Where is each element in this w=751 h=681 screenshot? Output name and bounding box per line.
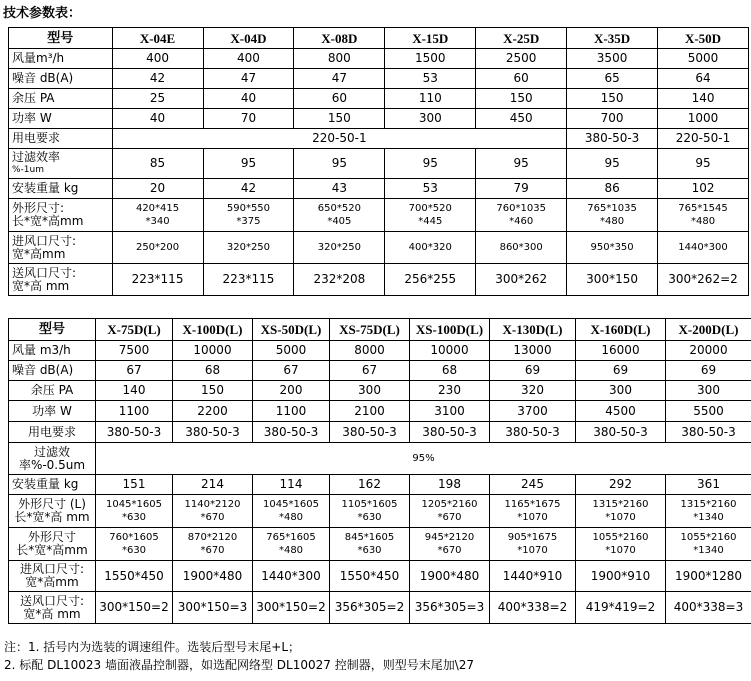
table-cell: 1100	[96, 401, 173, 422]
table-cell: 361	[666, 475, 751, 495]
table-row	[9, 422, 751, 443]
table-cell: 300*262	[476, 264, 567, 296]
table-cell: 5500	[666, 401, 751, 422]
row-label-line: 进风口尺寸:	[12, 233, 77, 248]
page-title: 技术参数表：	[3, 6, 82, 21]
model-name: X-200D(L)	[666, 319, 751, 341]
row-label	[9, 443, 96, 475]
table-cell: 95	[476, 149, 567, 179]
table-row	[9, 475, 751, 495]
model-name: X-100D(L)	[173, 319, 253, 341]
table-cell: 300*150=3	[173, 592, 253, 624]
table-cell: 400	[203, 49, 294, 69]
table-cell: 140	[96, 381, 173, 401]
row-label	[9, 232, 113, 264]
table-cell: 69	[576, 361, 666, 381]
row-label-line: 过滤效	[33, 444, 70, 459]
table-cell: 905*1675 *1070	[490, 528, 576, 561]
table-cell: 3700	[490, 401, 576, 422]
table-cell: 95	[658, 149, 749, 179]
table-cell: 800	[294, 49, 385, 69]
table-cell: 64	[658, 69, 749, 89]
footnotes	[4, 638, 474, 674]
table-cell: 292	[576, 475, 666, 495]
table-cell: 700	[567, 109, 658, 129]
table-cell: 95	[203, 149, 294, 179]
table-row	[9, 89, 749, 109]
table-cell: 102	[658, 179, 749, 199]
table-cell: 95	[567, 149, 658, 179]
table-cell: 1550*450	[96, 561, 173, 592]
table-cell: 1165*1675 *1070	[490, 495, 576, 528]
table-cell: 85	[112, 149, 203, 179]
table-cell: 300	[330, 381, 410, 401]
table-cell: 400*320	[385, 232, 476, 264]
row-label	[9, 495, 96, 528]
table-cell: 1055*2160 *1070	[576, 528, 666, 561]
table-cell: 450	[476, 109, 567, 129]
table-cell: 69	[490, 361, 576, 381]
table-cell: 60	[476, 69, 567, 89]
row-label-line: 长*宽*高 mm	[14, 510, 90, 524]
table-row	[9, 361, 751, 381]
row-label: 用电要求	[9, 422, 96, 443]
table-cell: 16000	[576, 341, 666, 361]
row-label-line: %-1um	[12, 165, 44, 175]
table-cell: 1900*910	[576, 561, 666, 592]
table-cell: 400*338=2	[490, 592, 576, 624]
table-cell: 95%	[96, 443, 751, 475]
table-cell: 300*150	[567, 264, 658, 296]
table-cell: 40	[203, 89, 294, 109]
table-cell: 2100	[330, 401, 410, 422]
table-row	[9, 199, 749, 232]
table-cell: 20	[112, 179, 203, 199]
table-cell: 356*305=3	[410, 592, 490, 624]
table-cell: 150	[567, 89, 658, 109]
table-cell: 150	[476, 89, 567, 109]
row-label-line: 宽*高 mm	[23, 606, 81, 621]
row-label: 噪音 dB(A)	[9, 361, 96, 381]
row-label-line: 送风口尺寸:	[19, 593, 85, 608]
table-cell: 110	[385, 89, 476, 109]
table-cell: 760*1035 *460	[476, 199, 567, 232]
table-cell: 42	[112, 69, 203, 89]
model-name: X-15D	[385, 28, 476, 49]
table-cell: 380-50-3	[253, 422, 330, 443]
table-row	[9, 49, 749, 69]
table-row	[9, 561, 751, 592]
footnote: 2. 标配 DL10023 墙面液晶控制器，如选配网络型 DL10027 控制器，则型号末尾加\27	[4, 658, 475, 672]
table-cell: 232*208	[294, 264, 385, 296]
table-row	[9, 319, 751, 341]
model-name: X-08D	[294, 28, 385, 49]
model-name: X-75D(L)	[96, 319, 173, 341]
table-cell: 400*338=3	[666, 592, 751, 624]
row-label: 余压 PA	[9, 381, 96, 401]
table-cell: 765*1605 *480	[253, 528, 330, 561]
table-cell: 69	[666, 361, 751, 381]
table-cell: 2500	[476, 49, 567, 69]
table-cell: 1500	[385, 49, 476, 69]
row-label	[9, 149, 113, 179]
table-cell: 4500	[576, 401, 666, 422]
table-cell: 2200	[173, 401, 253, 422]
table-cell: 650*520 *405	[294, 199, 385, 232]
row-label-line: 外形尺寸 (L)	[18, 497, 86, 511]
table-row	[9, 69, 749, 89]
spec-table-2	[8, 318, 751, 624]
table-cell: 380-50-3	[490, 422, 576, 443]
table-row	[9, 179, 749, 199]
table-cell: 760*1605 *630	[96, 528, 173, 561]
table-row	[9, 341, 751, 361]
row-label-line: 外形尺寸	[27, 530, 76, 544]
table-cell: 1045*1605 *630	[96, 495, 173, 528]
table-cell: 200	[253, 381, 330, 401]
table-cell: 10000	[410, 341, 490, 361]
table-cell: 3500	[567, 49, 658, 69]
table-cell: 8000	[330, 341, 410, 361]
table-cell: 300	[666, 381, 751, 401]
table-cell: 1440*910	[490, 561, 576, 592]
table-cell: 1900*1280	[666, 561, 751, 592]
table-cell: 114	[253, 475, 330, 495]
table-cell: 320*250	[294, 232, 385, 264]
table-cell: 1105*1605 *630	[330, 495, 410, 528]
table-cell: 53	[385, 69, 476, 89]
table-row	[9, 109, 749, 129]
table-cell: 5000	[658, 49, 749, 69]
table-cell: 223*115	[203, 264, 294, 296]
row-label-line: 外形尺寸:	[12, 201, 65, 215]
table-cell: 42	[203, 179, 294, 199]
model-name: X-04E	[112, 28, 203, 49]
table-cell: 300*150=2	[96, 592, 173, 624]
table-cell: 419*419=2	[576, 592, 666, 624]
row-label: 功率 W	[9, 401, 96, 422]
table-cell: 47	[294, 69, 385, 89]
row-label: 余压 PA	[9, 89, 113, 109]
row-label	[9, 561, 96, 592]
table-cell: 150	[173, 381, 253, 401]
table-cell: 400	[112, 49, 203, 69]
model-name: X-25D	[476, 28, 567, 49]
table-cell: 1440*300	[658, 232, 749, 264]
table-cell: 1440*300	[253, 561, 330, 592]
spec-table-1	[8, 27, 749, 296]
row-label-line: 宽*高mm	[25, 575, 79, 589]
model-name: XS-100D(L)	[410, 319, 490, 341]
table-row	[9, 149, 749, 179]
row-label: 功率 W	[9, 109, 113, 129]
row-label-line: 宽*高mm	[12, 246, 66, 261]
table-cell: 845*1605 *630	[330, 528, 410, 561]
table-cell: 300	[385, 109, 476, 129]
table-cell: 3100	[410, 401, 490, 422]
table-cell: 300	[576, 381, 666, 401]
table-cell: 1900*480	[173, 561, 253, 592]
table-cell: 162	[330, 475, 410, 495]
table-cell: 1550*450	[330, 561, 410, 592]
table-cell: 68	[410, 361, 490, 381]
row-label	[9, 592, 96, 624]
table-cell: 1055*2160 *1340	[666, 528, 751, 561]
table-cell: 1315*2160 *1340	[666, 495, 751, 528]
model-name: X-50D	[658, 28, 749, 49]
table-cell: 1100	[253, 401, 330, 422]
table-cell: 860*300	[476, 232, 567, 264]
row-label-line: 长*宽*高mm	[12, 214, 84, 228]
table-cell: 1315*2160 *1070	[576, 495, 666, 528]
row-label-line: 长*宽*高mm	[16, 543, 88, 557]
table-row	[9, 495, 751, 528]
table-cell: 380-50-3	[173, 422, 253, 443]
table-cell: 1140*2120 *670	[173, 495, 253, 528]
table-cell: 198	[410, 475, 490, 495]
table-cell: 256*255	[385, 264, 476, 296]
table-cell: 10000	[173, 341, 253, 361]
table-cell: 700*520 *445	[385, 199, 476, 232]
table-cell: 380-50-3	[96, 422, 173, 443]
table-row	[9, 264, 749, 296]
table-cell: 67	[330, 361, 410, 381]
table-cell: 67	[96, 361, 173, 381]
table-cell: 765*1545 *480	[658, 199, 749, 232]
table-cell: 5000	[253, 341, 330, 361]
table-cell: 67	[253, 361, 330, 381]
table-row	[9, 381, 751, 401]
row-label	[9, 528, 96, 561]
row-label: 风量m³/h	[9, 49, 113, 69]
table-cell: 230	[410, 381, 490, 401]
table-cell: 65	[567, 69, 658, 89]
table-cell: 320*250	[203, 232, 294, 264]
table-cell: 150	[294, 109, 385, 129]
table-cell: 320	[490, 381, 576, 401]
row-label	[9, 199, 113, 232]
model-name: X-160D(L)	[576, 319, 666, 341]
table-cell: 220-50-1	[658, 129, 749, 149]
table-row	[9, 28, 749, 49]
table-cell: 53	[385, 179, 476, 199]
table-cell: 356*305=2	[330, 592, 410, 624]
table-cell: 1045*1605 *480	[253, 495, 330, 528]
model-name: X-35D	[567, 28, 658, 49]
model-name: XS-75D(L)	[330, 319, 410, 341]
table-cell: 380-50-3	[576, 422, 666, 443]
table-cell: 60	[294, 89, 385, 109]
row-label	[9, 264, 113, 296]
table-cell: 43	[294, 179, 385, 199]
table-cell: 380-50-3	[330, 422, 410, 443]
header-label: 型号	[9, 28, 113, 49]
table-cell: 380-50-3	[567, 129, 658, 149]
row-label: 安装重量 kg	[9, 179, 113, 199]
table-cell: 1900*480	[410, 561, 490, 592]
row-label-line: 进风口尺寸:	[19, 562, 85, 576]
footnote: 注：1. 括号内为选装的调速组件。选装后型号末尾+L；	[4, 640, 301, 654]
table-cell: 223*115	[112, 264, 203, 296]
table-cell: 245	[490, 475, 576, 495]
table-cell: 220-50-1	[112, 129, 567, 149]
table-cell: 25	[112, 89, 203, 109]
table-row	[9, 443, 751, 475]
row-label: 噪音 dB(A)	[9, 69, 113, 89]
model-name: X-04D	[203, 28, 294, 49]
table-row	[9, 528, 751, 561]
table-cell: 250*200	[112, 232, 203, 264]
table-cell: 214	[173, 475, 253, 495]
table-row	[9, 401, 751, 422]
table-cell: 68	[173, 361, 253, 381]
table-cell: 300*150=2	[253, 592, 330, 624]
row-label-line: 过滤效率	[12, 150, 61, 164]
table-cell: 590*550 *375	[203, 199, 294, 232]
table-cell: 79	[476, 179, 567, 199]
row-label: 风量 m3/h	[9, 341, 96, 361]
table-cell: 20000	[666, 341, 751, 361]
table-cell: 300*262=2	[658, 264, 749, 296]
table-cell: 47	[203, 69, 294, 89]
table-cell: 70	[203, 109, 294, 129]
table-cell: 420*415 *340	[112, 199, 203, 232]
table-row	[9, 232, 749, 264]
row-label: 安装重量 kg	[9, 475, 96, 495]
table-cell: 870*2120 *670	[173, 528, 253, 561]
table-row	[9, 592, 751, 624]
row-label-line: 送风口尺寸:	[12, 265, 77, 280]
table-cell: 1205*2160 *670	[410, 495, 490, 528]
table-cell: 151	[96, 475, 173, 495]
table-cell: 950*350	[567, 232, 658, 264]
table-cell: 1000	[658, 109, 749, 129]
header-label: 型号	[9, 319, 96, 341]
table-cell: 380-50-3	[666, 422, 751, 443]
table-cell: 86	[567, 179, 658, 199]
row-label: 用电要求	[9, 129, 113, 149]
table-cell: 95	[385, 149, 476, 179]
table-cell: 140	[658, 89, 749, 109]
table-cell: 13000	[490, 341, 576, 361]
row-label-line: 宽*高 mm	[12, 278, 70, 293]
table-cell: 7500	[96, 341, 173, 361]
table-cell: 95	[294, 149, 385, 179]
table-row	[9, 129, 749, 149]
row-label-line: 率%-0.5um	[18, 457, 86, 472]
table-cell: 945*2120 *670	[410, 528, 490, 561]
model-name: X-130D(L)	[490, 319, 576, 341]
model-name: XS-50D(L)	[253, 319, 330, 341]
table-cell: 765*1035 *480	[567, 199, 658, 232]
table-cell: 380-50-3	[410, 422, 490, 443]
table-cell: 40	[112, 109, 203, 129]
